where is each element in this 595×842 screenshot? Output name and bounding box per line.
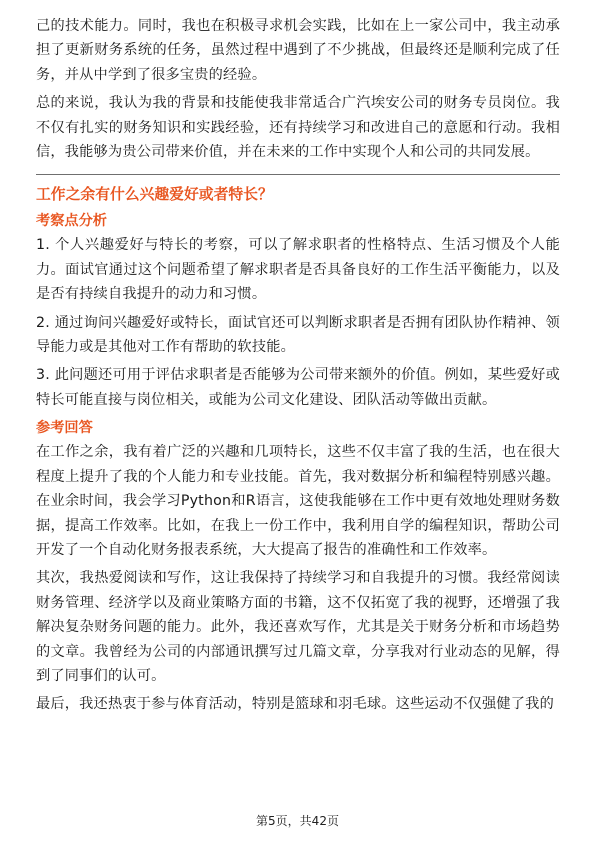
analysis-heading: 考察点分析 [36, 213, 107, 230]
analysis-item: 1. 个人兴趣爱好与特长的考察，可以了解求职者的性格特点、生活习惯及个人能力。面试官通过这个问题希望了解求职者是否具备良好的工作生活平衡能力，以及是否有持续自我提升的动力和习惯。 [36, 237, 560, 303]
answer-paragraph: 最后，我还热衷于参与体育活动，特别是篮球和羽毛球。这些运动不仅强健了我的 [36, 696, 554, 713]
page-number: 第5页，共42页 [256, 814, 339, 828]
analysis-item: 2. 通过询问兴趣爱好或特长，面试官还可以判断求职者是否拥有团队协作精神、领导能力或是其他对工作有帮助的软技能。 [36, 314, 560, 356]
answer-paragraph: 其次，我热爱阅读和写作，这让我保持了持续学习和自我提升的习惯。我经常阅读财务管理、经济学以及商业策略方面的书籍，这不仅拓宽了我的视野，还增强了我解决复杂财务问题的能力。此外，我还喜欢写作，尤其是关于财务分析和市场趋势的文章。我曾经为公司的内部通讯撰写过几篇文章，分享我对行业动态的见解，得到了同事们的认可。 [36, 570, 560, 684]
body-paragraph: 总的来说，我认为我的背景和技能使我非常适合广汽埃安公司的财务专员岗位。我不仅有扎实的财务知识和实践经验，还有持续学习和改进自己的意愿和行动。我相信，我能够为贵公司带来价值，并在未来的工作中实现个人和公司的共同发展。 [36, 95, 560, 161]
question-title: 工作之余有什么兴趣爱好或者特长？ [36, 186, 273, 204]
section-divider [36, 174, 560, 175]
answer-heading: 参考回答 [36, 420, 93, 437]
body-paragraph: 己的技术能力。同时，我也在积极寻求机会实践，比如在上一家公司中，我主动承担了更新财务系统的任务，虽然过程中遇到了不少挑战，但最终还是顺利完成了任务，并从中学到了很多宝贵的经验。 [36, 18, 560, 83]
analysis-item: 3. 此问题还可用于评估求职者是否能够为公司带来额外的价值。例如，某些爱好或特长可能直接与岗位相关，或能为公司文化建设、团队活动等做出贡献。 [36, 367, 560, 408]
answer-paragraph: 在工作之余，我有着广泛的兴趣和几项特长，这些不仅丰富了我的生活，也在很大程度上提升了我的个人能力和专业技能。首先，我对数据分析和编程特别感兴趣。在业余时间，我会学习Python和R语言，这使我能够在工作中更有效地处理财务数据，提高工作效率。比如，在我上一份工作中，我利用自学的编程知识，帮助公司开发了一个自动化财务报表系统，大大提高了报告的准确性和工作效率。 [36, 444, 560, 558]
document-page [36, 14, 560, 721]
